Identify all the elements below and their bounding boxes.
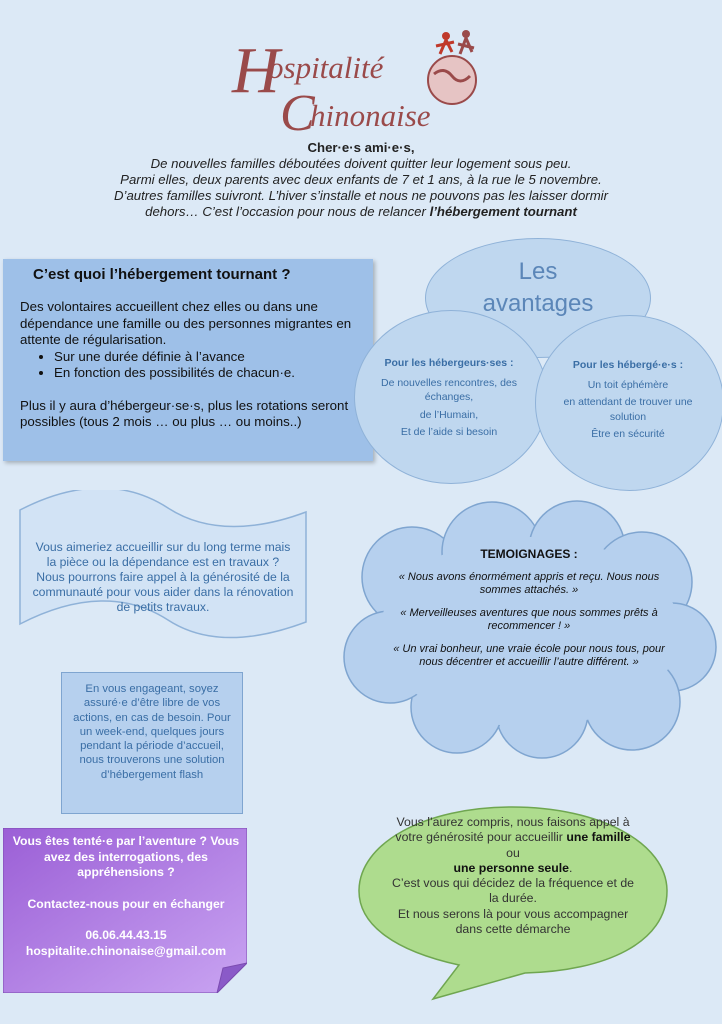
what-bullet: • Sur une durée définie à l’avance: [54, 349, 365, 366]
intro-line-text: dehors… C’est l’occasion pour nous de relancer: [145, 204, 430, 219]
appeal-line: [392, 815, 634, 876]
appeal-highlight: une personne seule: [453, 860, 570, 875]
guests-item: Être en sécurité: [591, 427, 665, 440]
what-is-title: C’est quoi l’hébergement tournant ?: [33, 266, 291, 283]
contact-email[interactable]: hospitalite.chinonaise@gmail.com: [25, 943, 227, 958]
hosts-advantages: [374, 356, 524, 442]
what-bullets: [20, 349, 365, 382]
globe-figures-icon: [428, 30, 476, 104]
logo: [228, 22, 498, 134]
appeal-part: ou: [506, 845, 520, 860]
guests-item: Un toit éphémère: [587, 379, 669, 392]
hosts-item: Et de l’aide si besoin: [400, 425, 498, 438]
intro-line: De nouvelles familles déboutées doivent quitter leur logement sous peu.: [150, 156, 572, 171]
longterm-text: Vous aimeriez accueillir sur du long terme mais la pièce ou la dépendance est en travaux ? Nous pourrons faire appel à la générosité de la communauté pour vous aider dans la rénovation de petits travaux.: [32, 540, 294, 614]
hosts-heading: Pour les hébergeurs·ses :: [384, 357, 514, 369]
contact-prompt: Vous êtes tenté·e par l’aventure ? Vous avez des interrogations, des appréhensions ?: [12, 834, 240, 879]
testimonials-heading: TEMOIGNAGES :: [480, 547, 578, 561]
advantages-title: [440, 256, 636, 320]
guests-advantages: [558, 358, 698, 444]
what-is-body: [20, 299, 365, 431]
what-para: Plus il y aura d’hébergeur·se·s, plus les rotations seront possibles (tous 2 mois … ou plus … ou moins..): [20, 397, 349, 429]
engagement-box: [61, 672, 243, 814]
logo-line2: hinonaise: [310, 98, 431, 133]
guests-item: en attendant de trouver une solution: [563, 396, 693, 423]
intro-message: [60, 140, 662, 220]
greeting: Cher·e·s ami·e·s,: [307, 140, 415, 155]
contact-info: [10, 834, 242, 959]
what-para: Des volontaires accueillent chez elles ou dans une dépendance une famille ou des personnes migrantes en attente de régularisation.: [20, 299, 352, 347]
appeal-part: .: [569, 860, 573, 875]
testimonial-quote: « Nous avons énormément appris et reçu. Nous nous sommes attachés. »: [398, 570, 660, 596]
contact-phone[interactable]: 06.06.44.43.15: [85, 928, 167, 942]
contact-call-to-action: Contactez-nous pour en échanger: [27, 896, 225, 911]
engagement-text: En vous engageant, soyez assuré·e d’être libre de vos actions, en cas de besoin. Pour un week-end, quelques jours pendant la période d’accueil, nous trouverons une solution d’hébergement flash: [73, 683, 231, 781]
appeal-part: Vous l’aurez compris, nous faisons appel à votre générosité pour accueillir: [395, 815, 630, 845]
testimonial-quote: « Merveilleuses aventures que nous sommes prêts à recommencer ! »: [400, 606, 658, 632]
intro-highlight: l’hébergement tournant: [429, 204, 577, 219]
hosts-item: de l’Humain,: [419, 408, 479, 421]
what-bullet: • En fonction des possibilités de chacun·e.: [54, 365, 365, 382]
testimonial-quote: « Un vrai bonheur, une vraie école pour nous tous, pour nous décentrer et accueillir l’autre différent. »: [393, 642, 665, 668]
advantages-title-line: Les: [518, 258, 558, 285]
what-is-box: [3, 259, 373, 461]
testimonials: [380, 548, 678, 679]
guests-heading: Pour les hébergé·e·s :: [572, 359, 684, 371]
appeal-line: Et nous serons là pour vous accompagner dans cette démarche: [397, 906, 629, 937]
intro-line: [60, 204, 662, 220]
logo-initial-c: C: [280, 85, 315, 134]
appeal-text: [392, 815, 634, 937]
intro-line: D’autres familles suivront. L’hiver s’installe et nous ne pouvons pas les laisser dormir: [113, 188, 609, 203]
appeal-line: C’est vous qui décidez de la fréquence et de la durée.: [392, 876, 634, 906]
logo-line1: ospitalité: [268, 50, 384, 85]
logo-initial-h: H: [232, 34, 280, 107]
appeal-highlight: une famille: [566, 830, 631, 845]
advantages-title-line: avantages: [482, 290, 594, 317]
hosts-item: De nouvelles rencontres, des échanges,: [381, 377, 517, 404]
intro-line: Parmi elles, deux parents avec deux enfants de 7 et 1 ans, à la rue le 5 novembre.: [120, 172, 602, 187]
